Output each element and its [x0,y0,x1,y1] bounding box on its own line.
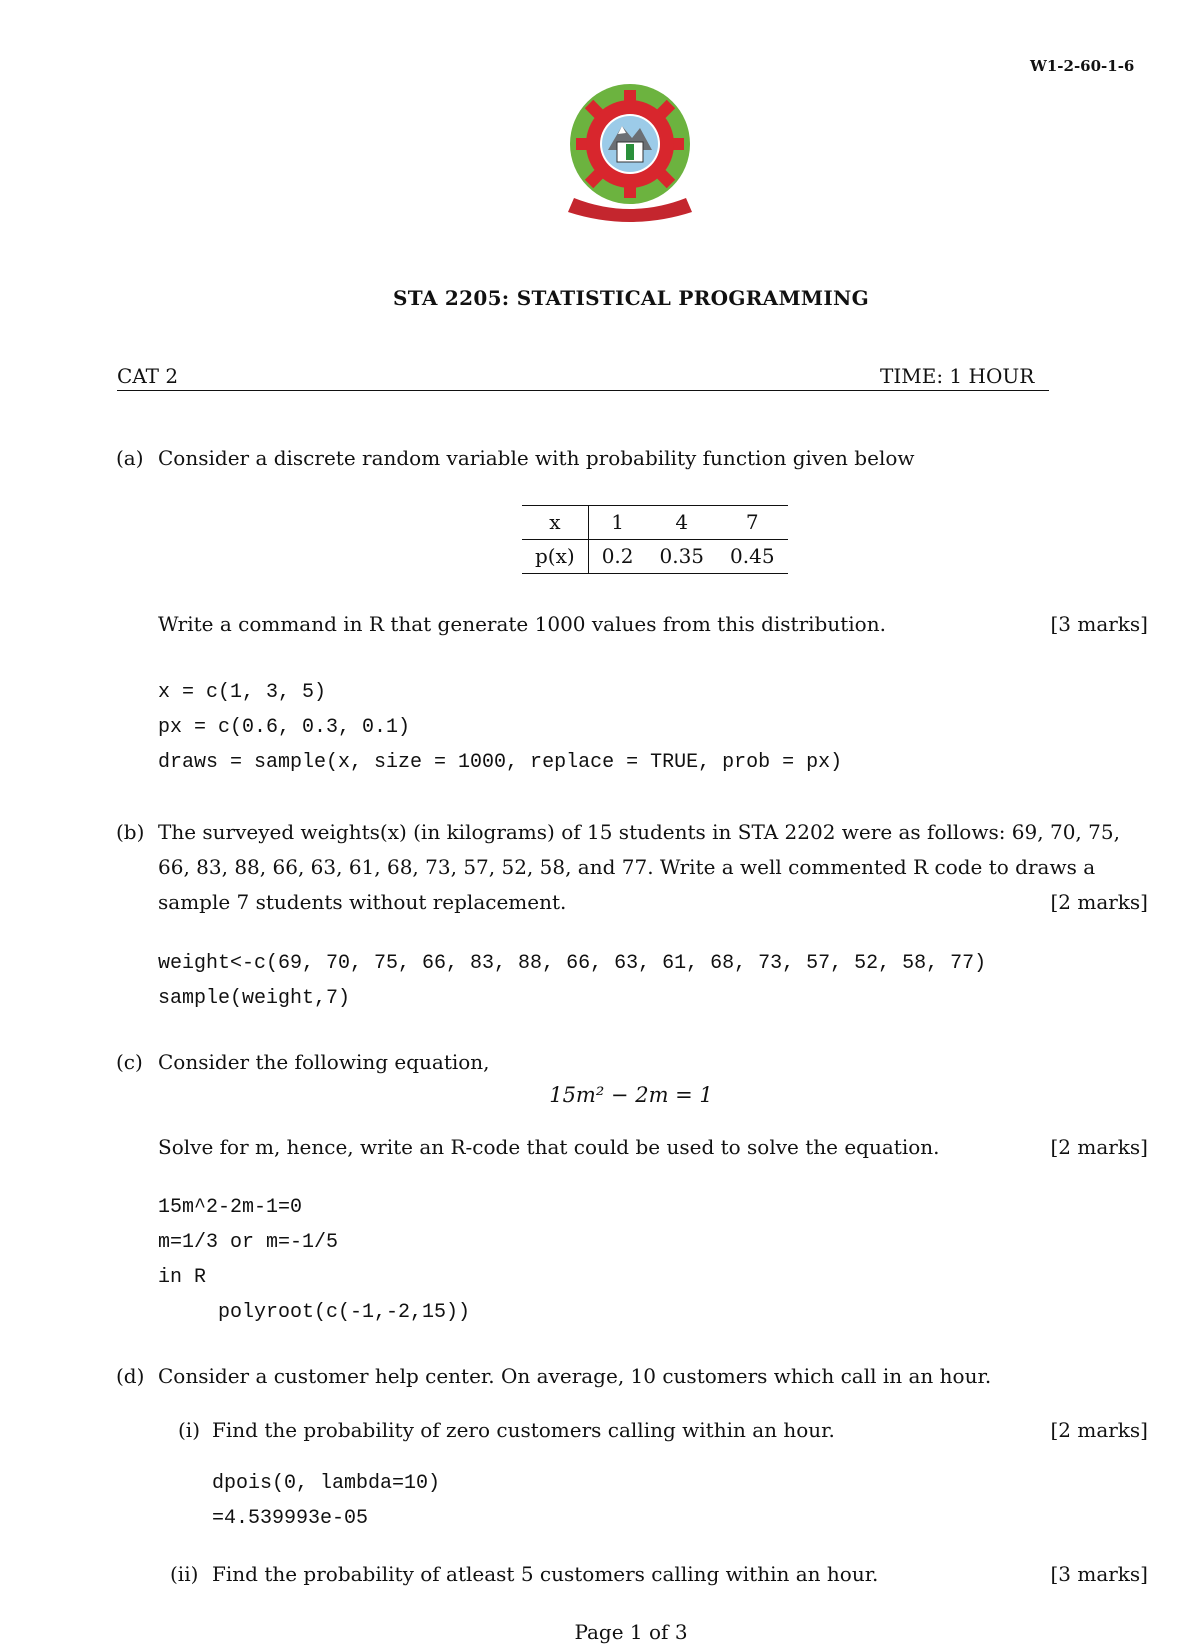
university-logo [560,80,700,228]
question-d-i-code [212,1466,440,1536]
page-number: Page 1 of 3 [574,1620,688,1644]
question-c-text: Consider the following equation, [158,1050,490,1074]
code-line: draws = sample(x, size = 1000, replace = TRUE, prob = px) [158,751,843,774]
question-d-i-text: Find the probability of zero customers calling within an hour. [212,1418,835,1442]
code-line: sample(weight,7) [158,987,351,1010]
exam-time: TIME: 1 HOUR [880,364,1035,388]
question-c-marks: [2 marks] [1050,1135,1148,1159]
question-b-label: (b) [116,820,145,844]
code-line: weight<-c(69, 70, 75, 66, 83, 88, 66, 63, 61, 68, 73, 57, 52, 58, 77) [158,952,987,975]
table-cell: 0.35 [647,540,718,574]
text-line: 66, 83, 88, 66, 63, 61, 68, 73, 57, 52, 58, and 77. Write a well commented R code to draws a [158,855,1096,879]
table-cell: 0.45 [717,540,788,574]
question-a-code [158,675,842,780]
text-line: The surveyed weights(x) (in kilograms) of 15 students in STA 2202 were as follows: 69, 70, 75, [158,820,1120,844]
question-d-ii-label: (ii) [170,1562,199,1586]
equation: 15m² − 2m = 1 [549,1083,713,1107]
question-c-code [158,1190,470,1330]
document-code: W1-2-60-1-6 [1030,57,1135,75]
table-cell: p(x) [522,540,588,574]
question-d-label: (d) [116,1364,145,1388]
code-line: polyroot(c(-1,-2,15)) [218,1301,471,1324]
question-a-marks: [3 marks] [1050,612,1148,636]
jkuat-seal-icon [560,80,700,228]
question-b-marks: [2 marks] [1050,890,1148,914]
table-row [522,540,788,574]
question-b-text [158,815,1148,920]
table-cell: 1 [588,506,646,540]
code-line: in R [158,1266,207,1289]
question-a-label: (a) [116,446,144,470]
code-line: m=1/3 or m=-1/5 [158,1231,339,1254]
question-d-ii-marks: [3 marks] [1050,1562,1148,1586]
table-row [522,506,788,540]
question-c-prompt: Solve for m, hence, write an R-code that could be used to solve the equation. [158,1135,940,1159]
table-cell: 4 [647,506,718,540]
question-d-i-label: (i) [178,1418,201,1442]
code-line: x = c(1, 3, 5) [158,681,327,704]
question-a-prompt: Write a command in R that generate 1000 values from this distribution. [158,612,886,636]
question-d-text: Consider a customer help center. On average, 10 customers which call in an hour. [158,1364,992,1388]
code-line: dpois(0, lambda=10) [212,1472,441,1495]
code-line: px = c(0.6, 0.3, 0.1) [158,716,411,739]
question-a-text: Consider a discrete random variable with probability function given below [158,446,915,470]
code-line: 15m^2-2m-1=0 [158,1196,303,1219]
question-b-code [158,946,986,1016]
probability-table [522,505,788,574]
text-line: sample 7 students without replacement. [158,890,567,914]
header-divider [117,390,1049,391]
question-d-i-marks: [2 marks] [1050,1418,1148,1442]
exam-type: CAT 2 [117,364,179,388]
question-c-label: (c) [116,1050,143,1074]
table-cell: 7 [717,506,788,540]
question-d-ii-text: Find the probability of atleast 5 customers calling within an hour. [212,1562,879,1586]
code-line: =4.539993e-05 [212,1507,369,1530]
table-cell: x [522,506,588,540]
table-cell: 0.2 [588,540,646,574]
course-title: STA 2205: STATISTICAL PROGRAMMING [393,286,869,310]
